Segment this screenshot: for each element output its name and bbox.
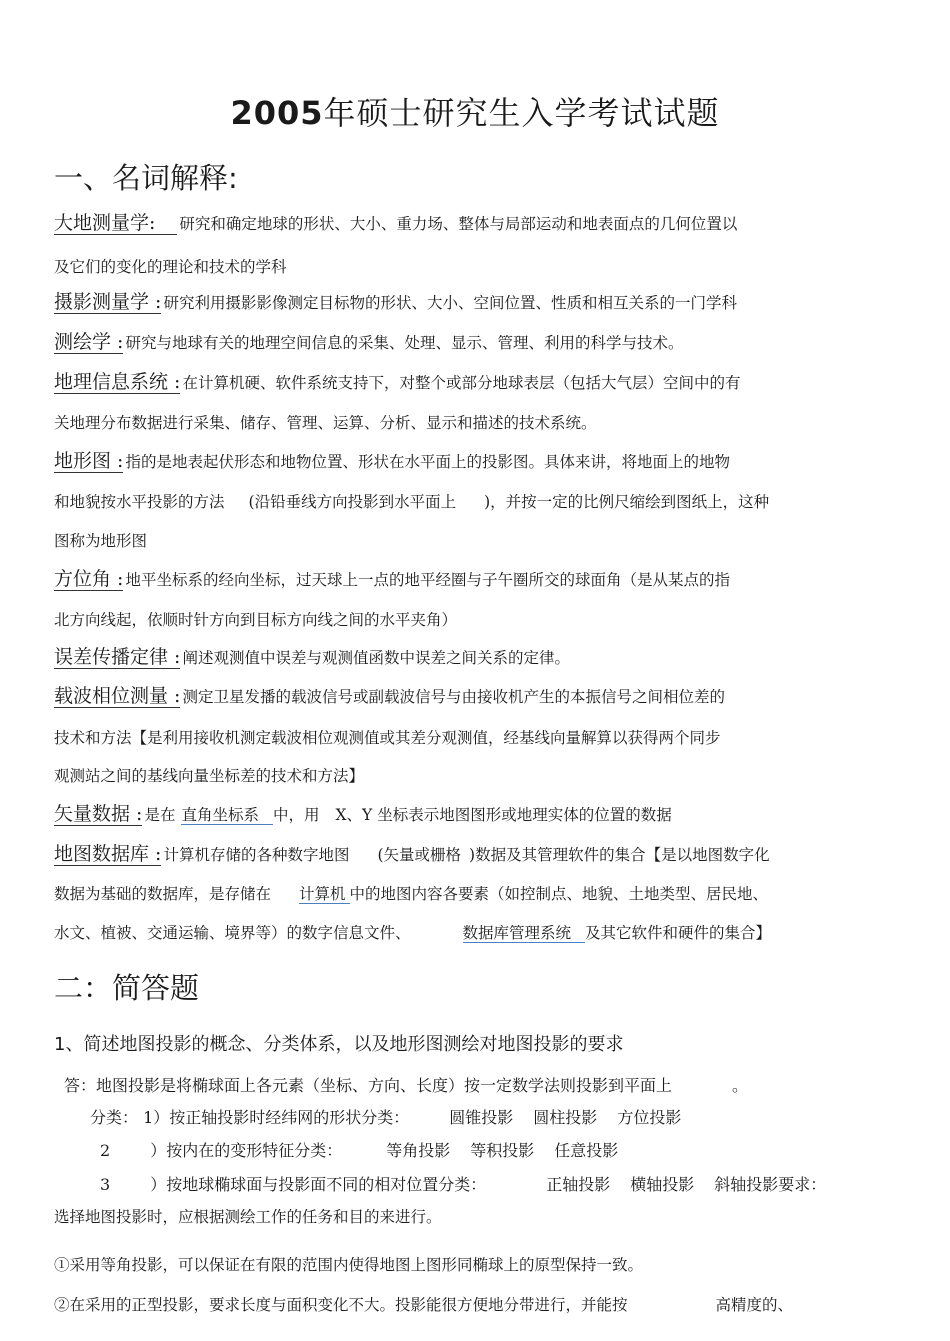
link-cartesian-coordinate[interactable]: 直角坐标系 (181, 806, 273, 825)
answer-text: 答：地图投影是将椭球面上各元素（坐标、方向、长度）按一定数学法则投影到平面上 (64, 1076, 673, 1095)
answer-text: 方位投影 (617, 1108, 682, 1127)
answer-text: 任意投影 (554, 1141, 619, 1160)
answer-text: 高精度的、 (715, 1296, 794, 1314)
link-computer[interactable]: 计算机 (299, 885, 350, 904)
answer-text: 分类： 1）按正轴投影时经纬网的形状分类： (90, 1108, 410, 1127)
answer-text: 3 (100, 1175, 111, 1194)
def-line: 北方向线起，依顺时针方向到目标方向线之间的水平夹角） (54, 611, 458, 629)
def-text: 计算机存储的各种数字地图 (163, 846, 350, 864)
def-line: 及它们的变化的理论和技术的学科 (54, 258, 287, 276)
title-text: 年硕士研究生入学考试试题 (323, 94, 720, 132)
def-text: )数据及其管理软件的集合【是以地图数字化 (469, 846, 770, 864)
answer-text: 正轴投影 (546, 1175, 611, 1194)
def-term: 大地测量学: (54, 213, 177, 235)
def-line: 图称为地形图 (54, 532, 148, 550)
def-line (54, 803, 672, 826)
def-text: 研究利用摄影影像测定目标物的形状、大小、空间位置、性质和相互关系的一门学科 (163, 294, 737, 312)
def-term: 载波相位测量 : (54, 685, 181, 707)
answer-text: 等积投影 (470, 1141, 535, 1160)
def-text: 研究和确定地球的形状、大小、重力场、整体与局部运动和地表面点的几何位置以 (179, 215, 738, 233)
title-year: 2005 (230, 94, 324, 132)
def-line: 观测站之间的基线向量坐标差的技术和方法】 (54, 767, 365, 785)
def-line (54, 685, 725, 708)
def-text: 地平坐标系的经向坐标，过天球上一点的地平经圈与子午圈所交的球面角（是从某点的指 (125, 571, 730, 589)
def-text: 指的是地表起伏形态和地物位置、形状在水平面上的投影图。具体来讲，将地面上的地物 (125, 453, 730, 471)
answer-text: 2 (100, 1141, 111, 1160)
section-heading-terms: 一、名词解释: (54, 161, 238, 195)
def-text: 测定卫星发播的载波信号或副载波信号与由接收机产生的本振信号之间相位差的 (182, 688, 725, 706)
def-line (54, 371, 740, 394)
answer-text: 斜轴投影要求： (714, 1175, 827, 1194)
def-line: 关地理分布数据进行采集、储存、管理、运算、分析、显示和描述的技术系统。 (54, 414, 597, 432)
def-term: 地图数据库 : (54, 843, 162, 865)
def-text: 和地貌按水平投影的方法 (54, 493, 225, 511)
def-text: 水文、植被、交通运输、境界等）的数字信息文件、 (54, 924, 411, 942)
answer-text: 。 (732, 1076, 749, 1095)
question-1: 1、简述地图投影的概念、分类体系，以及地形图测绘对地图投影的要求 (54, 1034, 624, 1055)
answer-text: 等角投影 (386, 1141, 451, 1160)
def-term: 摄影测量学 : (54, 291, 162, 313)
def-text: 中，用 (272, 806, 320, 824)
page-title (0, 88, 950, 134)
def-line (54, 843, 770, 866)
def-line (54, 212, 737, 235)
def-text: (矢量或栅格 (377, 846, 462, 864)
answer-line (64, 1073, 748, 1096)
def-text: 是在 (144, 806, 176, 824)
answer-line: 选择地图投影时，应根据测绘工作的任务和目的来进行。 (54, 1208, 442, 1226)
def-line (54, 646, 570, 669)
def-line (54, 331, 683, 354)
def-line (54, 568, 730, 591)
def-term: 地理信息系统 : (54, 371, 181, 393)
answer-line: ①采用等角投影，可以保证在有限的范围内使得地图上图形同椭球上的原型保持一致。 (54, 1256, 644, 1274)
answer-text: 圆锥投影 (449, 1108, 514, 1127)
def-term: 矢量数据 : (54, 803, 143, 825)
def-text: )，并按一定的比例尺缩绘到图纸上，这种 (484, 493, 770, 511)
answer-text: 横轴投影 (630, 1175, 695, 1194)
def-line (54, 291, 737, 314)
answer-line (54, 1293, 793, 1315)
def-text: 中的地图内容各要素（如控制点、地貌、土地类型、居民地、 (349, 885, 769, 903)
section-heading-short-answer: 二：简答题 (54, 971, 200, 1005)
def-line (54, 490, 769, 512)
def-term: 测绘学 : (54, 331, 124, 353)
def-text: 数据为基础的数据库，是存储在 (54, 885, 272, 903)
link-dbms[interactable]: 数据库管理系统 (463, 924, 586, 943)
def-text: 及其它软件和硬件的集合】 (585, 924, 772, 942)
answer-line (90, 1105, 681, 1128)
answer-text: ②在采用的正型投影，要求长度与面积变化不大。投影能很方便地分带进行，并能按 (54, 1296, 628, 1314)
def-text: 在计算机硬、软件系统支持下，对整个或部分地球表层（包括大气层）空间中的有 (182, 374, 741, 392)
def-text: (沿铅垂线方向投影到水平面上 (248, 493, 457, 511)
def-text: 阐述观测值中误差与观测值函数中误差之间关系的定律。 (182, 649, 570, 667)
answer-line (100, 1172, 826, 1195)
answer-line (100, 1138, 618, 1161)
def-line (54, 921, 771, 943)
answer-text: ）按内在的变形特征分类： (150, 1141, 343, 1160)
def-text: 研究与地球有关的地理空间信息的采集、处理、显示、管理、利用的科学与技术。 (125, 334, 684, 352)
answer-text: 圆柱投影 (533, 1108, 598, 1127)
def-line (54, 882, 768, 904)
def-line (54, 450, 730, 473)
def-line: 技术和方法【是利用接收机测定载波相位观测值或其差分观测值，经基线向量解算以获得两个同步 (54, 729, 721, 747)
def-term: 方位角 : (54, 568, 124, 590)
def-term: 误差传播定律 : (54, 646, 181, 668)
answer-text: ）按地球椭球面与投影面不同的相对位置分类： (150, 1175, 487, 1194)
def-term: 地形图 : (54, 450, 124, 472)
def-text: X、Y 坐标表示地图图形或地理实体的位置的数据 (335, 806, 672, 824)
